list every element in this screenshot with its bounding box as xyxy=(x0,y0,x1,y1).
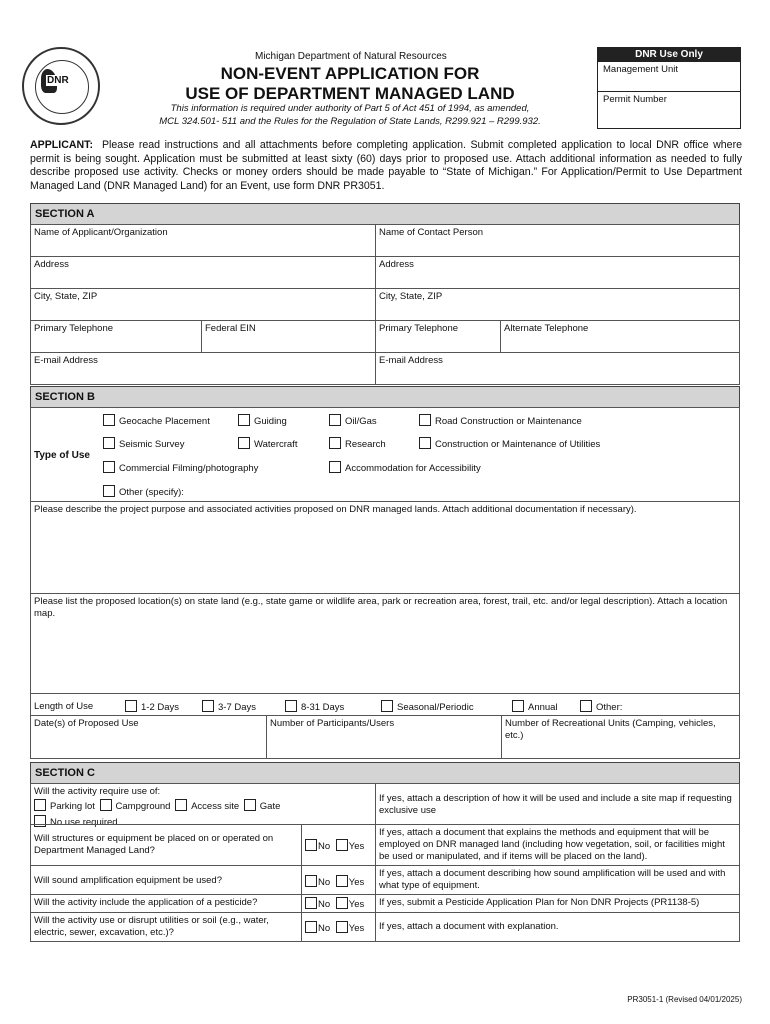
seal-text: DNR xyxy=(47,75,69,86)
structures-note: If yes, attach a document that explains the methods and equipment that will be employed on DNR managed land (including how vegetation, soil, or facilities might be used or manipulated, and if items will be placed on the land). xyxy=(375,824,740,866)
dnr-use-only-title: DNR Use Only xyxy=(598,48,740,62)
utilities-no-checkbox[interactable]: No xyxy=(305,923,330,934)
campground-checkbox[interactable]: Campground xyxy=(98,801,171,812)
access-site-checkbox[interactable]: Access site xyxy=(173,801,239,812)
seismic-checkbox[interactable]: Seismic Survey xyxy=(103,437,184,450)
pesticide-answer xyxy=(301,894,376,913)
contact-email-field[interactable]: E-mail Address xyxy=(375,352,740,385)
research-checkbox[interactable]: Research xyxy=(329,437,386,450)
sound-question: Will sound amplification equipment be used? xyxy=(30,865,302,895)
accommodation-checkbox[interactable]: Accommodation for Accessibility xyxy=(329,461,481,474)
utilities-note: If yes, attach a document with explanation. xyxy=(375,912,740,942)
project-description-field[interactable]: Please describe the project purpose and associated activities proposed on DNR managed lands. Attach additional documentation if necessary). xyxy=(30,501,740,594)
pesticide-no-checkbox[interactable]: No xyxy=(305,899,330,910)
sound-no-checkbox[interactable]: No xyxy=(305,877,330,888)
recreational-units-field[interactable]: Number of Recreational Units (Camping, vehicles, etc.) xyxy=(501,715,740,759)
management-unit-field[interactable]: Management Unit xyxy=(603,64,678,75)
length-annual-checkbox[interactable]: Annual xyxy=(512,700,558,713)
alternate-phone-field[interactable]: Alternate Telephone xyxy=(500,320,740,353)
section-c-header: SECTION C xyxy=(30,762,740,784)
dnr-use-only-box xyxy=(597,47,741,129)
contact-phone-field[interactable]: Primary Telephone xyxy=(375,320,501,353)
filming-checkbox[interactable]: Commercial Filming/photography xyxy=(103,461,258,474)
authority-text: This information is required under authority of Part 5 of Act 451 of 1994, as amended, MCL 324.501- 511 and the Rules for the Regulation of State Lands, R299.921 – R299.932. xyxy=(159,103,541,127)
structures-yes-checkbox[interactable]: Yes xyxy=(333,841,365,852)
department-name: Michigan Department of Natural Resources xyxy=(255,51,447,62)
applicant-city-field[interactable]: City, State, ZIP xyxy=(30,288,376,321)
type-of-use-label: Type of Use xyxy=(34,450,90,461)
gate-checkbox[interactable]: Gate xyxy=(242,801,281,812)
other-type-checkbox[interactable]: Other (specify): xyxy=(103,485,184,498)
oilgas-checkbox[interactable]: Oil/Gas xyxy=(329,414,377,427)
contact-name-field[interactable]: Name of Contact Person xyxy=(375,224,740,257)
pesticide-note: If yes, submit a Pesticide Application Plan for Non DNR Projects (PR1138-5) xyxy=(375,894,740,913)
permit-number-field[interactable]: Permit Number xyxy=(603,94,667,105)
utilities-question: Will the activity use or disrupt utilities or soil (e.g., water, electric, sewer, excavation, etc.)? xyxy=(30,912,302,942)
locations-field[interactable]: Please list the proposed location(s) on state land (e.g., state game or wildlife area, park or recreation area, forest, trail, etc. and/or legal description). Attach a location map. xyxy=(30,593,740,694)
sound-answer xyxy=(301,865,376,895)
watercraft-checkbox[interactable]: Watercraft xyxy=(238,437,297,450)
utilities-yes-checkbox[interactable]: Yes xyxy=(333,923,365,934)
length-other-checkbox[interactable]: Other: xyxy=(580,700,622,713)
contact-address-field[interactable]: Address xyxy=(375,256,740,289)
structures-answer xyxy=(301,824,376,866)
length-of-use-label: Length of Use xyxy=(34,701,94,712)
form-number: PR3051-1 (Revised 04/01/2025) xyxy=(627,995,742,1004)
parking-checkbox[interactable]: Parking lot xyxy=(34,801,95,812)
utilities-answer xyxy=(301,912,376,942)
no-use-checkbox[interactable]: No use required xyxy=(34,815,372,829)
structures-no-checkbox[interactable]: No xyxy=(305,841,330,852)
applicant-email-field[interactable]: E-mail Address xyxy=(30,352,376,385)
applicant-address-field[interactable]: Address xyxy=(30,256,376,289)
pesticide-question: Will the activity include the application of a pesticide? xyxy=(30,894,302,913)
facilities-note: If yes, attach a description of how it will be used and include a site map if requesting exclusive use xyxy=(375,783,740,825)
applicant-name-field[interactable]: Name of Applicant/Organization xyxy=(30,224,376,257)
section-b-header: SECTION B xyxy=(30,386,740,408)
sound-yes-checkbox[interactable]: Yes xyxy=(333,877,365,888)
participants-field[interactable]: Number of Participants/Users xyxy=(266,715,502,759)
proposed-dates-field[interactable]: Date(s) of Proposed Use xyxy=(30,715,267,759)
dnr-seal xyxy=(22,47,100,125)
federal-ein-field[interactable]: Federal EIN xyxy=(201,320,376,353)
section-a-header: SECTION A xyxy=(30,203,740,225)
applicant-phone-field[interactable]: Primary Telephone xyxy=(30,320,202,353)
form-title-line2: USE OF DEPARTMENT MANAGED LAND xyxy=(185,84,515,103)
utilities-checkbox[interactable]: Construction or Maintenance of Utilities xyxy=(419,437,600,450)
facilities-question: Will the activity require use of: Parking lot Campground Access site Gate No use required xyxy=(30,783,376,825)
road-construction-checkbox[interactable]: Road Construction or Maintenance xyxy=(419,414,582,427)
sound-note: If yes, attach a document describing how sound amplification will be used and with what type of equipment. xyxy=(375,865,740,895)
contact-city-field[interactable]: City, State, ZIP xyxy=(375,288,740,321)
guiding-checkbox[interactable]: Guiding xyxy=(238,414,287,427)
form-title-line1: NON-EVENT APPLICATION FOR xyxy=(220,64,480,83)
length-seasonal-checkbox[interactable]: Seasonal/Periodic xyxy=(381,700,474,713)
length-8-31-checkbox[interactable]: 8-31 Days xyxy=(285,700,344,713)
length-3-7-checkbox[interactable]: 3-7 Days xyxy=(202,700,256,713)
pesticide-yes-checkbox[interactable]: Yes xyxy=(333,899,365,910)
structures-question: Will structures or equipment be placed on or operated on Department Managed Land? xyxy=(30,824,302,866)
length-1-2-checkbox[interactable]: 1-2 Days xyxy=(125,700,179,713)
applicant-instructions: APPLICANT: Please read instructions and all attachments before completing application. Submit completed application to local DNR office where permit is being sought. Application must be submitted at least sixty (60) days prior to proposed use. Attach additional information as needed to fully describe proposed use activity. Checks or money orders should be made payable to “State of Michigan.” For Application/Permit to Use Department Managed Land (DNR Managed Land) for an Event, use form DNR PR3051. xyxy=(30,139,742,192)
geocache-checkbox[interactable]: Geocache Placement xyxy=(103,414,210,427)
